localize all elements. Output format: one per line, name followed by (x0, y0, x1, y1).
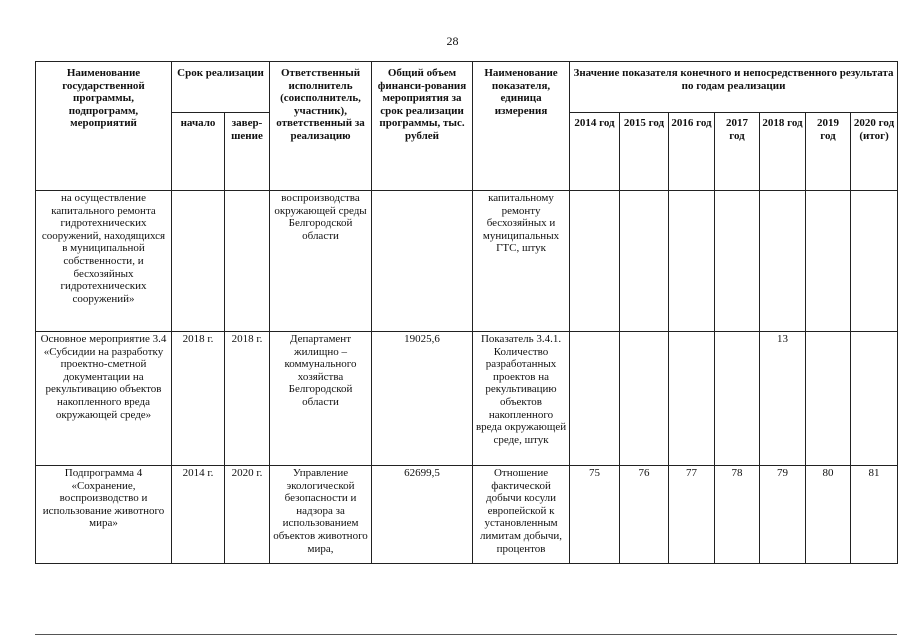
row-finance: 62699,5 (372, 466, 473, 564)
header-term-end: завер-шение (225, 113, 270, 191)
row-value-2020 (851, 191, 898, 332)
row-indicator: Показатель 3.4.1. Количество разработанных проектов на рекультивацию объектов накопленного вреда окружающей среде, штук (473, 332, 570, 466)
row-value-2015 (620, 191, 669, 332)
row-value-2015: 76 (620, 466, 669, 564)
row-value-2018: 79 (760, 466, 806, 564)
row-value-2017 (715, 332, 760, 466)
page-number: 28 (446, 34, 459, 48)
table-row (36, 191, 898, 332)
row-value-2018 (760, 191, 806, 332)
row-value-2019 (806, 332, 851, 466)
row-program: Основное мероприятие 3.4 «Субсидии на разработку проектно-сметной документации на рекультивацию объектов накопленного вреда окружающей среде» (36, 332, 172, 466)
header-year-2015: 2015 год (620, 113, 669, 191)
table-row (36, 466, 898, 564)
header-indicator: Наименование показателя, единица измерения (473, 62, 570, 191)
row-start (172, 191, 225, 332)
header-term-start: начало (172, 113, 225, 191)
row-indicator: капитальному ремонту бесхозяйных и муниципальных ГТС, штук (473, 191, 570, 332)
row-finance (372, 191, 473, 332)
header-program: Наименование государственной программы, подпрограмм, мероприятий (36, 62, 172, 191)
row-value-2016 (669, 332, 715, 466)
row-value-2017: 78 (715, 466, 760, 564)
row-value-2015 (620, 332, 669, 466)
row-program: Подпрограмма 4 «Сохранение, воспроизводство и использование животного мира» (36, 466, 172, 564)
row-start: 2014 г. (172, 466, 225, 564)
program-table (35, 61, 898, 564)
header-finance: Общий объем финанси-рования мероприятия за срок реализации программы, тыс. рублей (372, 62, 473, 191)
row-value-2014: 75 (570, 466, 620, 564)
row-value-2014 (570, 332, 620, 466)
header-year-2018: 2018 год (760, 113, 806, 191)
row-value-2020: 81 (851, 466, 898, 564)
header-year-2016: 2016 год (669, 113, 715, 191)
row-start: 2018 г. (172, 332, 225, 466)
header-term: Срок реализации (172, 62, 270, 113)
row-end (225, 191, 270, 332)
row-end: 2020 г. (225, 466, 270, 564)
header-responsible: Ответственный исполнитель (соисполнитель, участник), ответственный за реализацию (270, 62, 372, 191)
page-bottom-rule (35, 634, 897, 635)
row-value-2019: 80 (806, 466, 851, 564)
row-responsible: Департамент жилищно – коммунального хозяйства Белгородской области (270, 332, 372, 466)
row-program: на осуществление капитального ремонта гидротехнических сооружений, находящихся в муниципальной собственности, и бесхозяйных гидротехнических сооружений» (36, 191, 172, 332)
header-year-2019: 2019 год (806, 113, 851, 191)
header-values: Значение показателя конечного и непосредственного результата по годам реализации (570, 62, 898, 113)
row-end: 2018 г. (225, 332, 270, 466)
row-responsible: Управление экологической безопасности и надзора за использованием объектов животного мира, (270, 466, 372, 564)
header-row-top (36, 62, 898, 113)
row-indicator: Отношение фактической добычи косули европейской к установленным лимитам добычи, процентов (473, 466, 570, 564)
row-value-2014 (570, 191, 620, 332)
header-year-2014: 2014 год (570, 113, 620, 191)
header-year-2020: 2020 год (итог) (851, 113, 898, 191)
row-value-2018: 13 (760, 332, 806, 466)
row-responsible: воспроизводства окружающей среды Белгородской области (270, 191, 372, 332)
row-finance: 19025,6 (372, 332, 473, 466)
row-value-2020 (851, 332, 898, 466)
row-value-2016: 77 (669, 466, 715, 564)
row-value-2017 (715, 191, 760, 332)
header-year-2017: 2017 год (715, 113, 760, 191)
table-row (36, 332, 898, 466)
row-value-2019 (806, 191, 851, 332)
row-value-2016 (669, 191, 715, 332)
